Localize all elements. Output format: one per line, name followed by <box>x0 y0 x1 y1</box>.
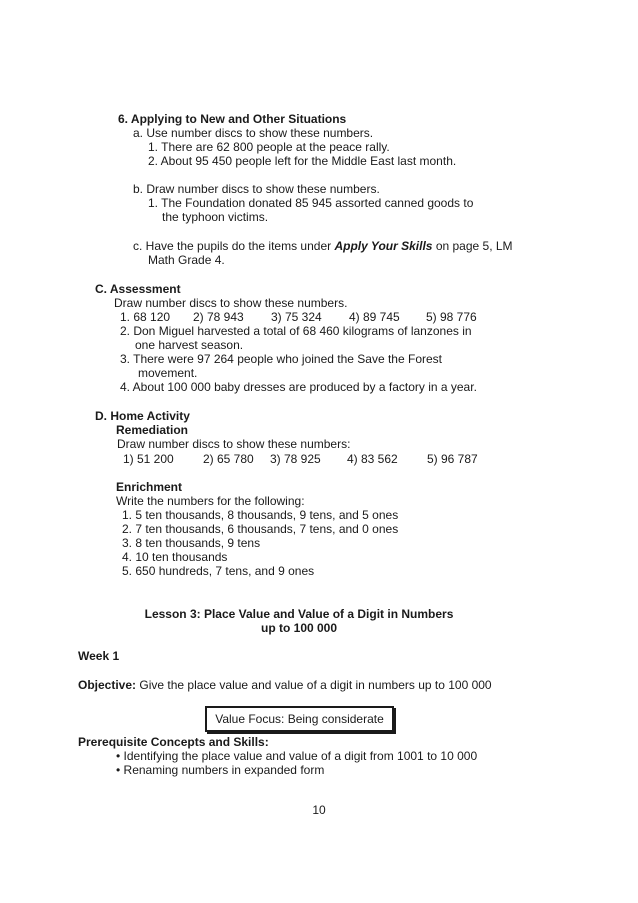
item-a-1: 1. There are 62 800 people at the peace rally. <box>148 140 390 154</box>
assessment-intro: Draw number discs to show these numbers. <box>114 296 348 310</box>
item-c-suffix: on page 5, LM <box>432 239 513 253</box>
remediation-intro: Draw number discs to show these numbers: <box>117 437 351 451</box>
item-a-2: 2. About 95 450 people left for the Middle East last month. <box>148 154 457 168</box>
objective-label: Objective: <box>78 678 137 692</box>
assessment-number-5: 5) 98 776 <box>426 310 477 324</box>
assessment-item-4: 4. About 100 000 baby dresses are produced by a factory in a year. <box>120 380 477 394</box>
item-c-line1 <box>133 239 513 253</box>
assessment-item-2-line2: one harvest season. <box>135 338 244 352</box>
assessment-number-3: 3) 75 324 <box>271 310 322 324</box>
remediation-number-1: 1) 51 200 <box>123 452 174 466</box>
prerequisite-item-2: • Renaming numbers in expanded form <box>116 763 325 777</box>
assessment-item-3-line1: 3. There were 97 264 people who joined the Save the Forest <box>120 352 442 366</box>
assessment-number-2: 2) 78 943 <box>193 310 244 324</box>
assessment-number-4: 4) 89 745 <box>349 310 400 324</box>
remediation-number-4: 4) 83 562 <box>347 452 398 466</box>
assessment-item-1 <box>120 310 490 324</box>
remediation-number-2: 2) 65 780 <box>203 452 254 466</box>
objective-text: Give the place value and value of a digit in numbers up to 100 000 <box>136 678 492 692</box>
assessment-item-2-line1: 2. Don Miguel harvested a total of 68 460 kilograms of lanzones in <box>120 324 472 338</box>
remediation-number-5: 5) 96 787 <box>427 452 478 466</box>
prerequisite-heading: Prerequisite Concepts and Skills: <box>78 735 269 749</box>
enrichment-item-5: 5. 650 hundreds, 7 tens, and 9 ones <box>122 564 315 578</box>
remediation-number-3: 3) 78 925 <box>270 452 321 466</box>
remediation-items <box>123 452 493 466</box>
enrichment-item-3: 3. 8 ten thousands, 9 tens <box>122 536 261 550</box>
lesson-title-line2: up to 100 000 <box>260 621 338 635</box>
enrichment-intro: Write the numbers for the following: <box>116 494 305 508</box>
enrichment-item-2: 2. 7 ten thousands, 6 thousands, 7 tens, and 0 ones <box>122 522 399 536</box>
week-label: Week 1 <box>78 649 120 663</box>
assessment-item-3-line2: movement. <box>138 366 198 380</box>
section-6-heading: 6. Applying to New and Other Situations <box>118 112 347 126</box>
objective-line <box>78 678 492 692</box>
assessment-heading: C. Assessment <box>95 282 181 296</box>
enrichment-item-1: 1. 5 ten thousands, 8 thousands, 9 tens, and 5 ones <box>122 508 399 522</box>
item-c-line2: Math Grade 4. <box>148 253 225 267</box>
lesson-title-line1: Lesson 3: Place Value and Value of a Digit in Numbers <box>144 607 454 621</box>
item-b-intro: b. Draw number discs to show these numbers. <box>133 182 380 196</box>
enrichment-heading: Enrichment <box>116 480 183 494</box>
item-b-1-line1: 1. The Foundation donated 85 945 assorted canned goods to <box>148 196 474 210</box>
remediation-heading: Remediation <box>116 423 189 437</box>
assessment-number-1: 1. 68 120 <box>120 310 171 324</box>
enrichment-item-4: 4. 10 ten thousands <box>122 550 228 564</box>
item-b-1-line2: the typhoon victims. <box>162 210 269 224</box>
page-number: 10 <box>312 803 326 817</box>
home-activity-heading: D. Home Activity <box>95 409 190 423</box>
value-focus-box <box>205 706 394 732</box>
prerequisite-item-1: • Identifying the place value and value of a digit from 1001 to 10 000 <box>116 749 478 763</box>
item-a-intro: a. Use number discs to show these numbers. <box>133 126 374 140</box>
value-focus-text: Value Focus: Being considerate <box>215 712 384 726</box>
item-c-prefix: c. Have the pupils do the items under <box>133 239 335 253</box>
apply-your-skills-emphasis: Apply Your Skills <box>334 239 433 253</box>
